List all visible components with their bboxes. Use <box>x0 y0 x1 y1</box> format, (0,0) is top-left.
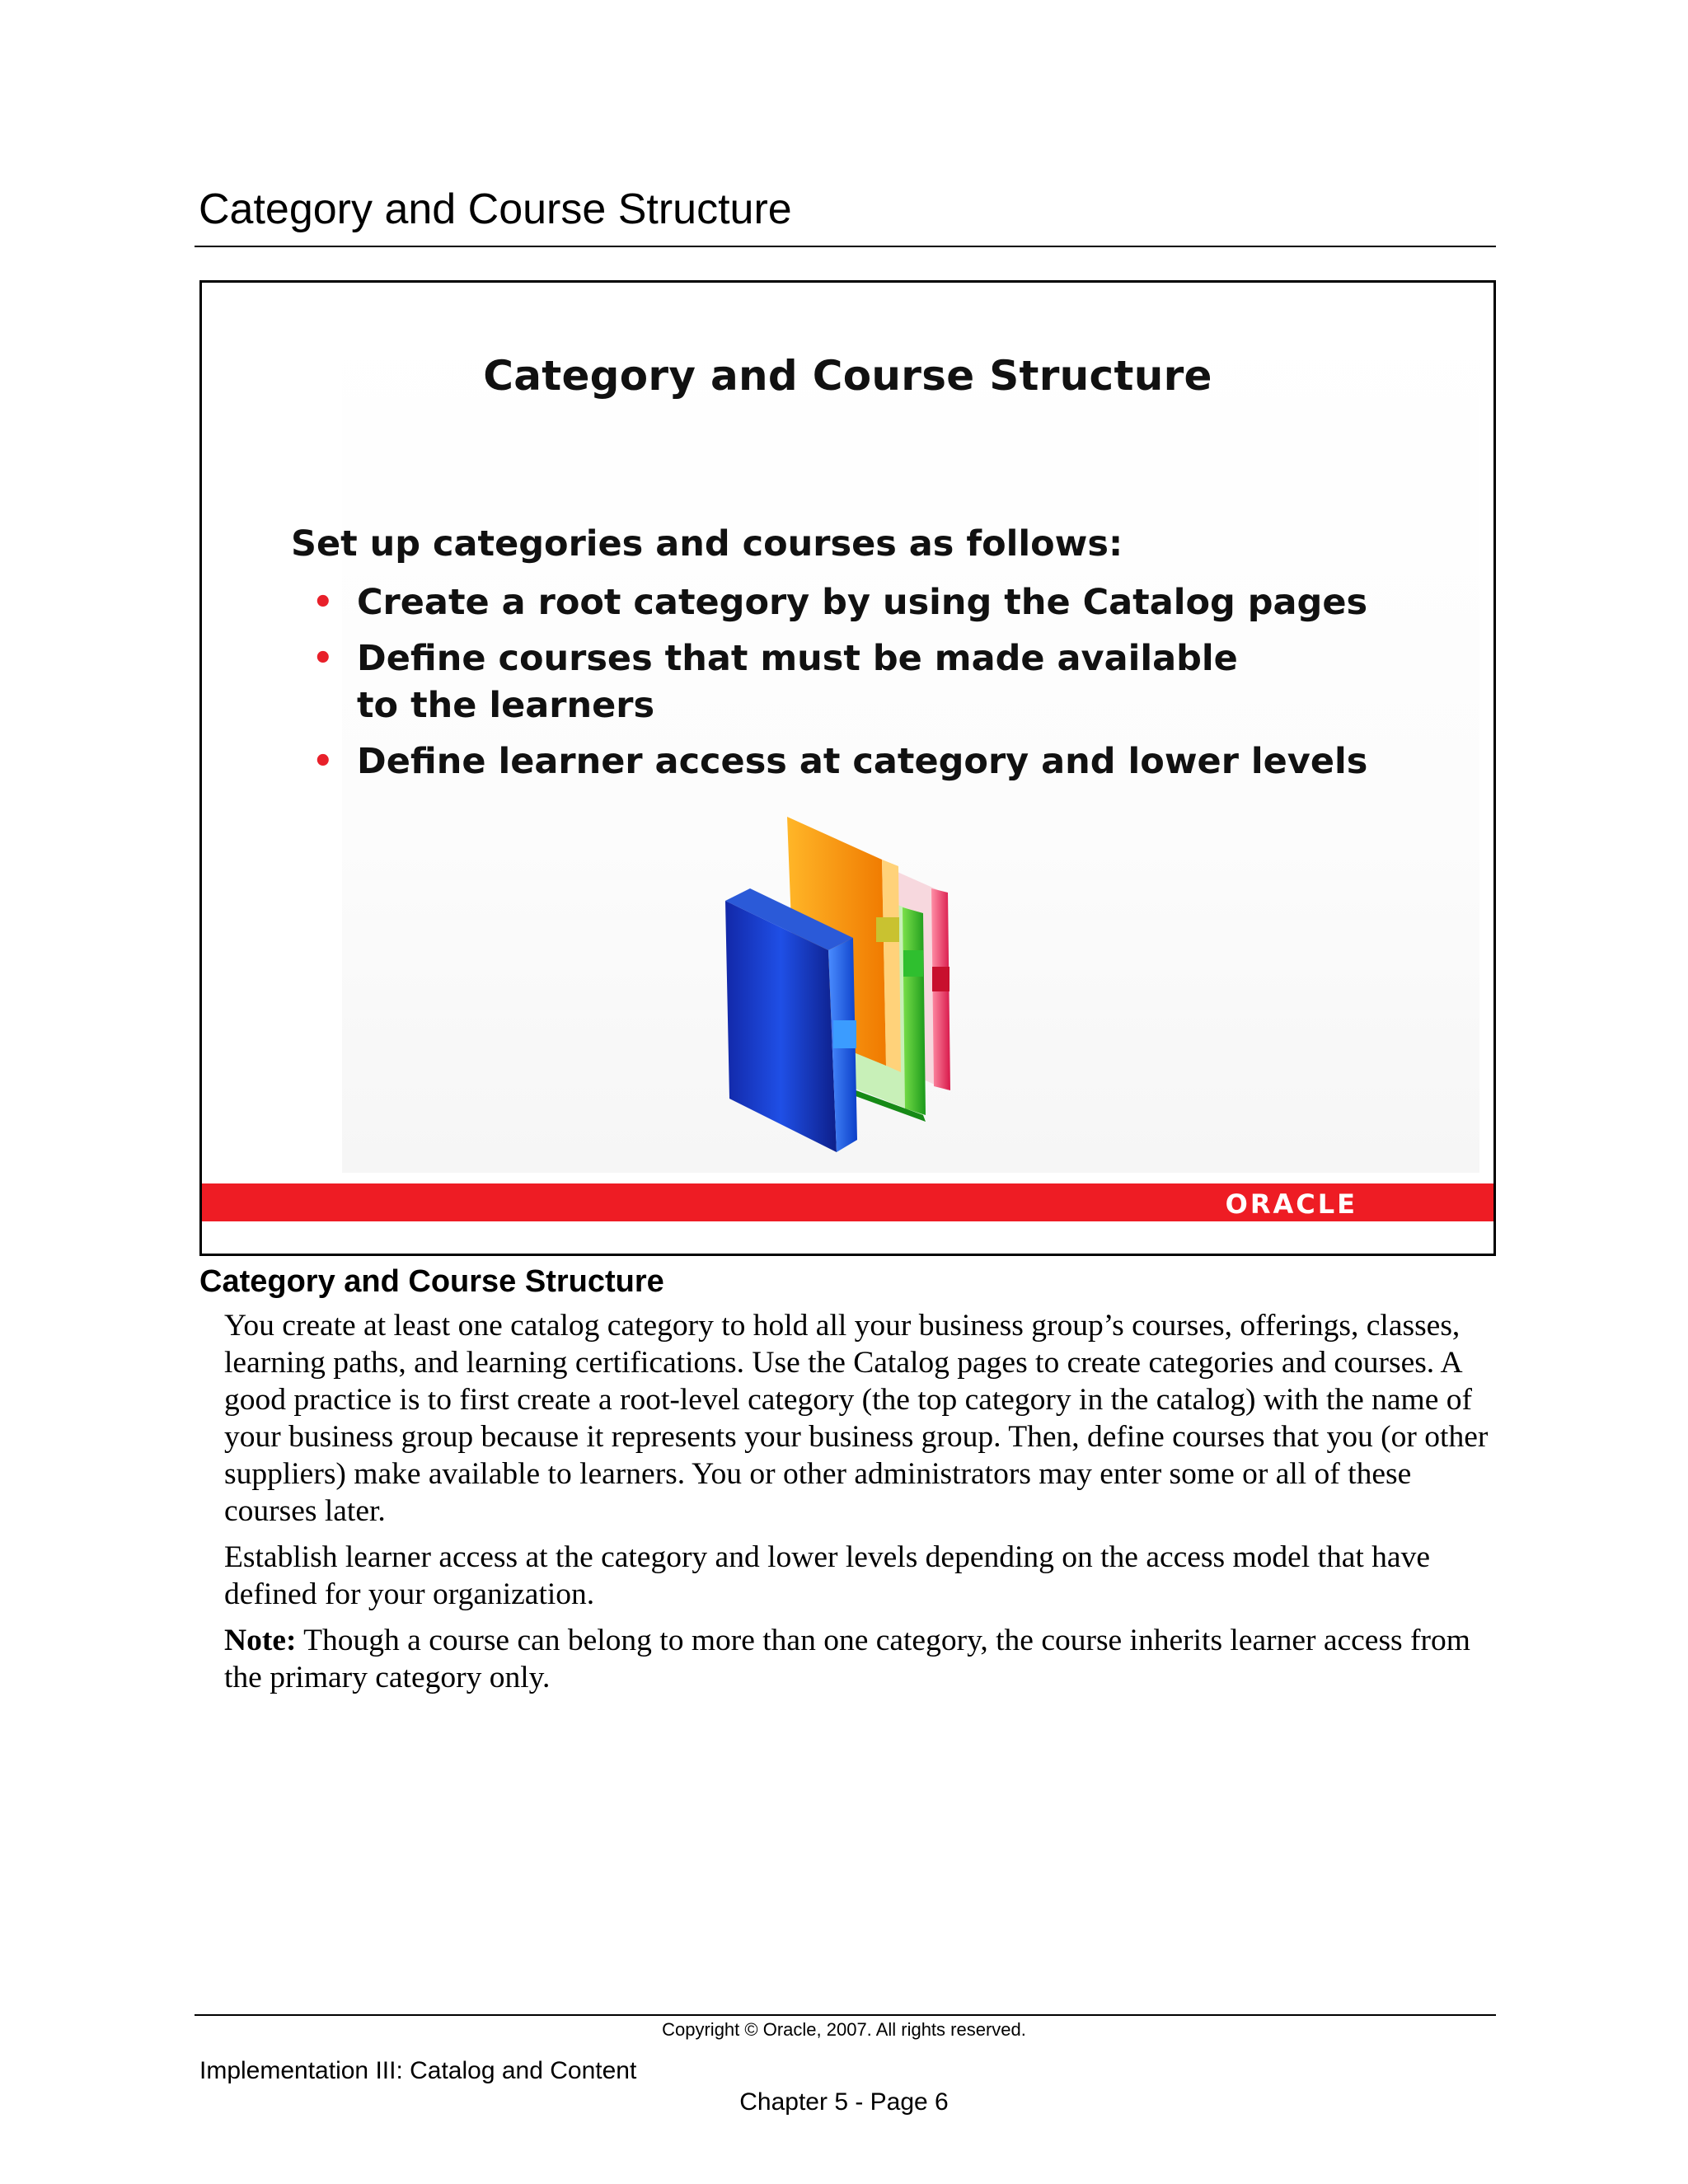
bullet-icon: • <box>312 640 334 677</box>
slide-bullet-text: Define learner access at category and lower levels <box>357 741 1368 782</box>
bullet-icon: • <box>312 583 334 621</box>
note-label: Note: <box>224 1624 297 1657</box>
oracle-logo: ORACLE <box>1225 1188 1357 1220</box>
slide-bullet-text: Create a root category by using the Catalog pages <box>357 582 1368 623</box>
title-divider <box>195 246 1496 247</box>
notes-note-paragraph <box>224 1622 1500 1696</box>
notes-heading: Category and Course Structure <box>199 1264 664 1299</box>
slide-bullet-list <box>291 579 1445 794</box>
slide-bullet-item <box>291 738 1445 785</box>
bullet-icon: • <box>312 743 334 780</box>
books-icon <box>721 810 985 1156</box>
page-number: Chapter 5 - Page 6 <box>739 2088 949 2116</box>
footer-divider <box>195 2014 1496 2016</box>
page-title: Category and Course Structure <box>199 185 792 233</box>
notes-paragraph: Establish learner access at the category and lower levels depending on the access model that have defined for your organization. <box>224 1540 1430 1611</box>
course-name: Implementation III: Catalog and Content <box>199 2057 637 2084</box>
copyright-text: Copyright © Oracle, 2007. All rights reserved. <box>662 2019 1026 2040</box>
note-text: Though a course can belong to more than one category, the course inherits learner access from the primary category only. <box>224 1624 1470 1694</box>
slide-bullet-item <box>291 635 1288 729</box>
slide-title: Category and Course Structure <box>483 352 1212 400</box>
slide-frame <box>199 280 1496 1256</box>
slide-bullet-text: Define courses that must be made available to the learners <box>357 638 1238 726</box>
notes-body <box>224 1307 1500 1705</box>
slide-bullet-item <box>291 579 1445 626</box>
slide-lead-text: Set up categories and courses as follows: <box>291 523 1123 565</box>
notes-paragraph: You create at least one catalog category to hold all your business group’s courses, offerings, classes, learning paths, and learning certifications. Use the Catalog pages to create categories and courses. A good practice is to first create a root-level category (the top category in the catalog) with the name of your business group because it represents your business group. Then, define courses that you (or other suppliers) make available to learners. You or other administrators may enter some or all of these courses later. <box>224 1309 1489 1528</box>
